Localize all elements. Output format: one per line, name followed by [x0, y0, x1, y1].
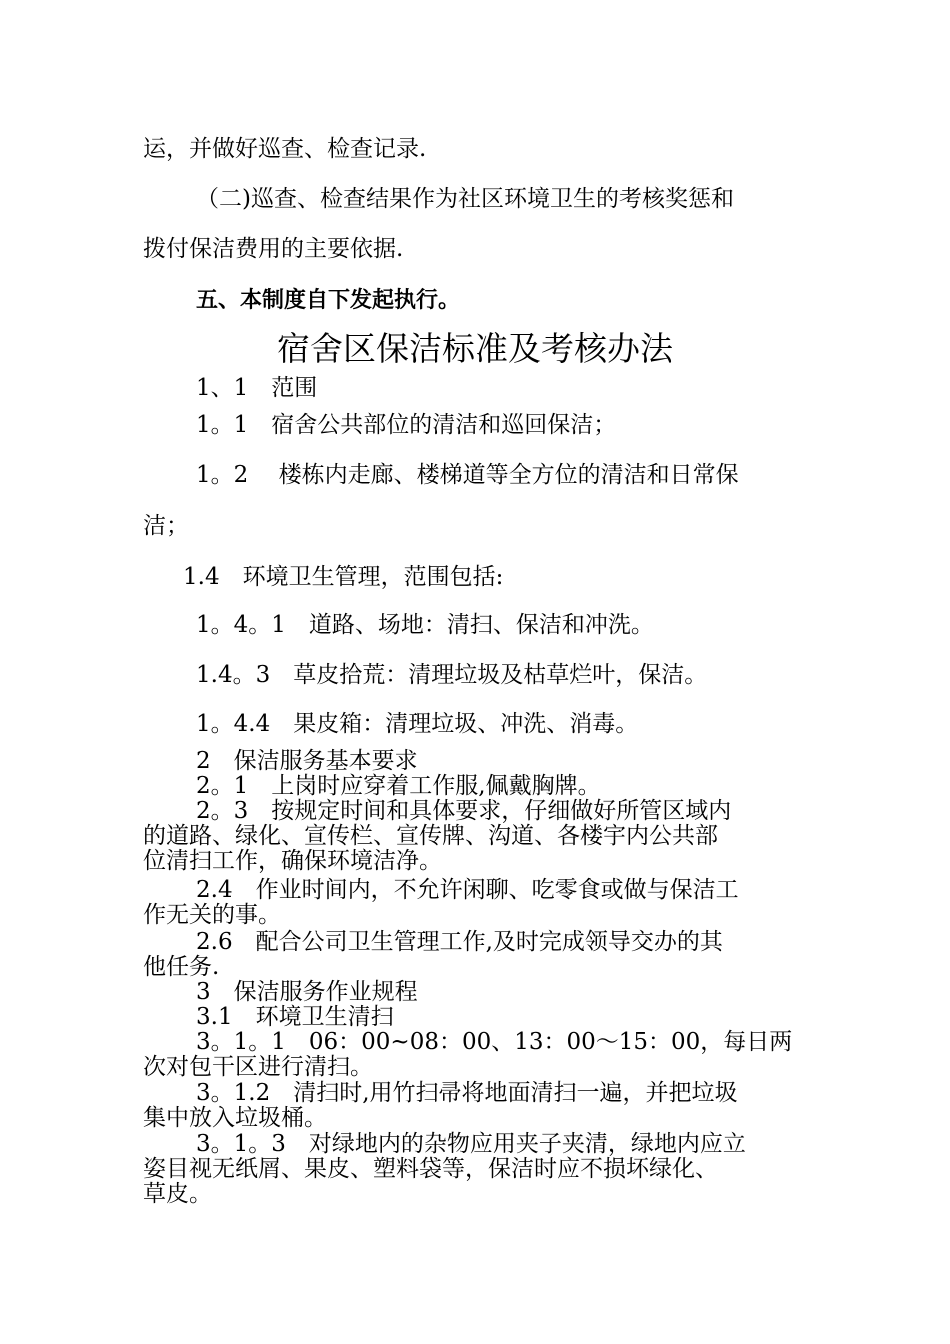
paragraph-line: 3。1.2 清扫时,用竹扫帚将地面清扫一遍，并把垃圾	[196, 1080, 738, 1106]
paragraph-line: 3。1。1 06：00~08：00、13：00～15：00，每日两	[196, 1029, 793, 1055]
paragraph-line: 1。2 楼栋内走廊、楼梯道等全方位的清洁和日常保	[196, 462, 739, 488]
paragraph-line: 拨付保洁费用的主要依据.	[143, 236, 404, 262]
paragraph-line: 2.4 作业时间内，不允许闲聊、吃零食或做与保洁工	[196, 877, 739, 903]
section-heading: 五、本制度自下发起执行。	[196, 288, 461, 313]
paragraph-line: （二)巡查、检查结果作为社区环境卫生的考核奖惩和	[196, 186, 734, 212]
paragraph-line: 草皮。	[143, 1181, 212, 1207]
paragraph-line: 2.6 配合公司卫生管理工作,及时完成领导交办的其	[196, 929, 723, 955]
paragraph-line: 1.4 环境卫生管理，范围包括:	[183, 564, 504, 590]
paragraph-line: 1。4.4 果皮箱：清理垃圾、冲洗、消毒。	[196, 711, 639, 737]
document-title: 宿舍区保洁标准及考核办法	[277, 329, 673, 368]
paragraph-line: 集中放入垃圾桶。	[143, 1105, 327, 1131]
paragraph-line: 1。1 宿舍公共部位的清洁和巡回保洁；	[196, 412, 617, 438]
paragraph-line: 的道路、绿化、宣传栏、宣传牌、沟道、各楼宇内公共部	[143, 823, 718, 849]
paragraph-line: 1、1 范围	[196, 375, 318, 401]
paragraph-line: 他任务.	[143, 954, 220, 980]
paragraph-line: 2。3 按规定时间和具体要求，仔细做好所管区域内	[196, 798, 732, 824]
paragraph-line: 作无关的事。	[143, 902, 281, 928]
paragraph-line: 1。4。1 道路、场地：清扫、保洁和冲洗。	[196, 612, 654, 638]
paragraph-line: 运，并做好巡查、检查记录.	[143, 136, 427, 162]
paragraph-line: 3.1 环境卫生清扫	[196, 1004, 394, 1030]
paragraph-line: 2。1 上岗时应穿着工作服,佩戴胸牌。	[196, 773, 601, 799]
paragraph-line: 3。1。3 对绿地内的杂物应用夹子夹清，绿地内应立	[196, 1131, 746, 1157]
paragraph-line: 次对包干区进行清扫。	[143, 1054, 373, 1080]
paragraph-line: 2 保洁服务基本要求	[196, 748, 418, 774]
paragraph-line: 位清扫工作，确保环境洁净。	[143, 848, 442, 874]
paragraph-line: 洁；	[143, 513, 189, 539]
paragraph-line: 姿目视无纸屑、果皮、塑料袋等，保洁时应不损坏绿化、	[143, 1156, 718, 1182]
paragraph-line: 1.4。3 草皮拾荒：清理垃圾及枯草烂叶，保洁。	[196, 662, 708, 688]
paragraph-line: 3 保洁服务作业规程	[196, 979, 418, 1005]
